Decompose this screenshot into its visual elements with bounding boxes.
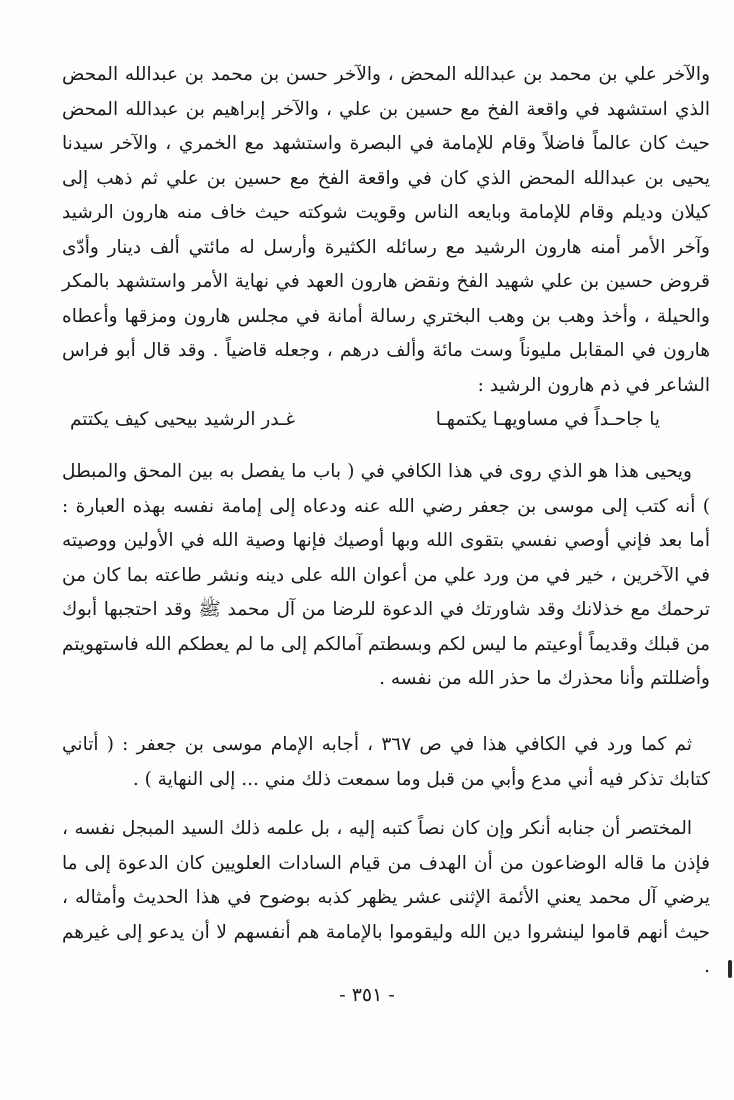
paragraph-1: والآخر علي بن محمد بن عبدالله المحض ، والآخر حسن بن محمد بن عبدالله المحض الذي استشهد في واقعة الفخ مع حسين بن علي ، والآخر إبراهيم بن عبدالله المحض حيث كان عالماً فاضلاً وقام للإمامة في البصرة واستشهد مع الخمري ، والآخر سيدنا يحيى بن عبدالله المحض الذي كان في واقعة الفخ مع حسين بن علي ثم ذهب إلى كيلان وديلم وقام للإمامة وبايعه الناس وقويت شوكته حيث خاف منه هارون الرشيد وآخر الأمر أمنه هارون الرشيد مع رسائله الكثيرة وأرسل له مائتي ألف دينار وأدّى قروض حسين بن علي شهيد الفخ ونقض هارون العهد في نهاية الأمر واستشهد بالمكر والحيلة ، وأخذ وهب بن وهب البختري رسالة أمانة في مجلس هارون ومزقها وأعطاه هارون في المقابل مليوناً وست مائة وألف درهم ، وجعله قاضياً . وقد قال أبو فراس الشاعر في ذم هارون الرشيد : xyxy=(62,64,710,396)
page-number: - ٣٥١ - xyxy=(339,984,395,1006)
paragraph-4: المختصر أن جنابه أنكر وإن كان نصاً كتبه إليه ، بل علمه ذلك السيد المبجل نفسه ، فإذن ما قاله الوضاعون من أن الهدف من قيام السادات العلويين كان الدعوة إلى ما يرضي آل محمد يعني الأئمة الإثنى عشر يظهر كذبه بوضوح في هذا الحديث وأمثاله ، حيث أنهم قاموا لينشروا دين الله وليقوموا بالإمامة هم أنفسهم لا أن يدعو إلى غيرهم . xyxy=(62,818,710,977)
verse-second-hemistich: غـدر الرشيد بيحيى كيف يكتتم xyxy=(70,409,296,430)
paragraph-2: ويحيى هذا هو الذي روى في هذا الكافي في ( باب ما يفصل به بين المحق والمبطل ) أنه كتب إلى موسى بن جعفر رضي الله عنه ودعاه إلى إمامة نفسه بهذه العبارة : أما بعد فإني أوصي نفسي بتقوى الله وبها أوصيك فإنها وصية الله في الأولين ووصيته في الآخرين ، خير في من ورد علي من أعوان الله على دينه ونشر طاعته بما كان من ترحمك مع خذلانك وقد شاورتك في الدعوة للرضا من آل محمد ﷺ وقد احتجبها أبوك من قبلك وقديماً أوعيتم ما ليس لكم وبسطتم آمالكم إلى ما لم يعطكم الله فاستهويتم وأضللتم وأنا محذرك ما حذر الله من نفسه . xyxy=(62,461,710,689)
paragraph-3: ثم كما ورد في الكافي هذا في ص ٣٦٧ ، أجابه الإمام موسى بن جعفر : ( أتاني كتابك تذكر فيه أني مدع وأبي من قبل وما سمعت ذلك مني ... إلى النهاية ) . xyxy=(62,734,710,790)
poem-verse xyxy=(70,403,660,437)
verse-first-hemistich: يا جاحـداً في مساويهـا يكتمهـا xyxy=(435,409,660,430)
scan-edge-mark xyxy=(728,960,732,978)
